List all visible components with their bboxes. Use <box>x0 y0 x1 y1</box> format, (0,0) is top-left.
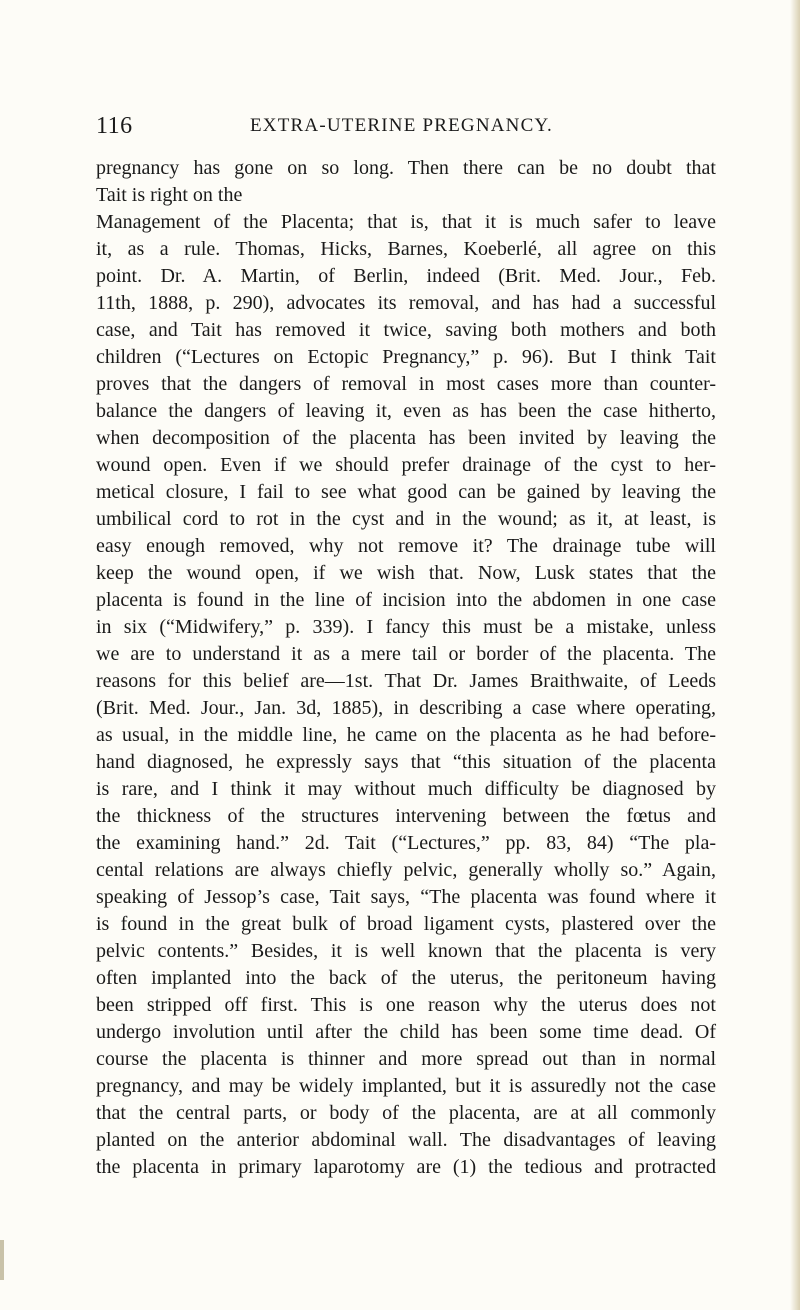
text-line: is found in the great bulk of broad ligament cysts, plastered over the <box>96 913 716 935</box>
text-line: it, as a rule. Thomas, Hicks, Barnes, Koeberlé, all agree on this <box>96 238 716 260</box>
text-line: pregnancy, and may be widely implanted, but it is assuredly not the case <box>96 1075 716 1097</box>
text-line: the examining hand.” 2d. Tait (“Lectures,” pp. 83, 84) “The pla- <box>96 832 716 854</box>
text-line: undergo involution until after the child has been some time dead. Of <box>96 1021 716 1043</box>
text-line: keep the wound open, if we wish that. Now, Lusk states that the <box>96 562 716 584</box>
page-edge-shadow <box>790 0 800 1310</box>
text-line: 11th, 1888, p. 290), advocates its removal, and has had a successful <box>96 292 716 314</box>
running-title: EXTRA-UTERINE PREGNANCY. <box>250 115 553 136</box>
text-line: metical closure, I fail to see what good can be gained by leaving the <box>96 481 716 503</box>
text-line: as usual, in the middle line, he came on the placenta as he had before- <box>96 724 716 746</box>
text-line: often implanted into the back of the uterus, the peritoneum having <box>96 967 716 989</box>
text-line: wound open. Even if we should prefer drainage of the cyst to her- <box>96 454 716 476</box>
text-line: balance the dangers of leaving it, even as has been the case hitherto, <box>96 400 716 422</box>
text-line: reasons for this belief are—1st. That Dr. James Braithwaite, of Leeds <box>96 670 716 692</box>
text-line: planted on the anterior abdominal wall. The disadvantages of leaving <box>96 1129 716 1151</box>
text-line: course the placenta is thinner and more spread out than in normal <box>96 1048 716 1070</box>
text-line: speaking of Jessop’s case, Tait says, “The placenta was found where it <box>96 886 716 908</box>
text-line: case, and Tait has removed it twice, saving both mothers and both <box>96 319 716 341</box>
text-line: that the central parts, or body of the placenta, are at all commonly <box>96 1102 716 1124</box>
text-line: point. Dr. A. Martin, of Berlin, indeed (Brit. Med. Jour., Feb. <box>96 265 716 287</box>
text-line: hand diagnosed, he expressly says that “this situation of the placenta <box>96 751 716 773</box>
text-line: umbilical cord to rot in the cyst and in the wound; as it, at least, is <box>96 508 716 530</box>
text-line: the placenta in primary laparotomy are (1) the tedious and protracted <box>96 1156 716 1178</box>
text-line: (Brit. Med. Jour., Jan. 3d, 1885), in describing a case where operating, <box>96 697 716 719</box>
body-text <box>96 155 716 1181</box>
scan-margin-mark <box>0 1240 4 1280</box>
text-line: easy enough removed, why not remove it? The drainage tube will <box>96 535 716 557</box>
text-line: pelvic contents.” Besides, it is well known that the placenta is very <box>96 940 716 962</box>
text-line: we are to understand it as a mere tail or border of the placenta. The <box>96 643 716 665</box>
text-line: when decomposition of the placenta has been invited by leaving the <box>96 427 716 449</box>
text-line: placenta is found in the line of incision into the abdomen in one case <box>96 589 716 611</box>
page-number: 116 <box>96 113 133 139</box>
text-line: pregnancy has gone on so long. Then there can be no doubt that <box>96 157 716 179</box>
text-line: in six (“Midwifery,” p. 339). I fancy this must be a mistake, unless <box>96 616 716 638</box>
text-line: Management of the Placenta; that is, that it is much safer to leave <box>96 211 716 233</box>
text-line: proves that the dangers of removal in most cases more than counter- <box>96 373 716 395</box>
text-line: cental relations are always chiefly pelvic, generally wholly so.” Again, <box>96 859 716 881</box>
text-line: Tait is right on the <box>96 184 243 206</box>
text-line: the thickness of the structures intervening between the fœtus and <box>96 805 716 827</box>
text-line: children (“Lectures on Ectopic Pregnancy,” p. 96). But I think Tait <box>96 346 716 368</box>
text-line: is rare, and I think it may without much difficulty be diagnosed by <box>96 778 716 800</box>
text-line: been stripped off first. This is one reason why the uterus does not <box>96 994 716 1016</box>
